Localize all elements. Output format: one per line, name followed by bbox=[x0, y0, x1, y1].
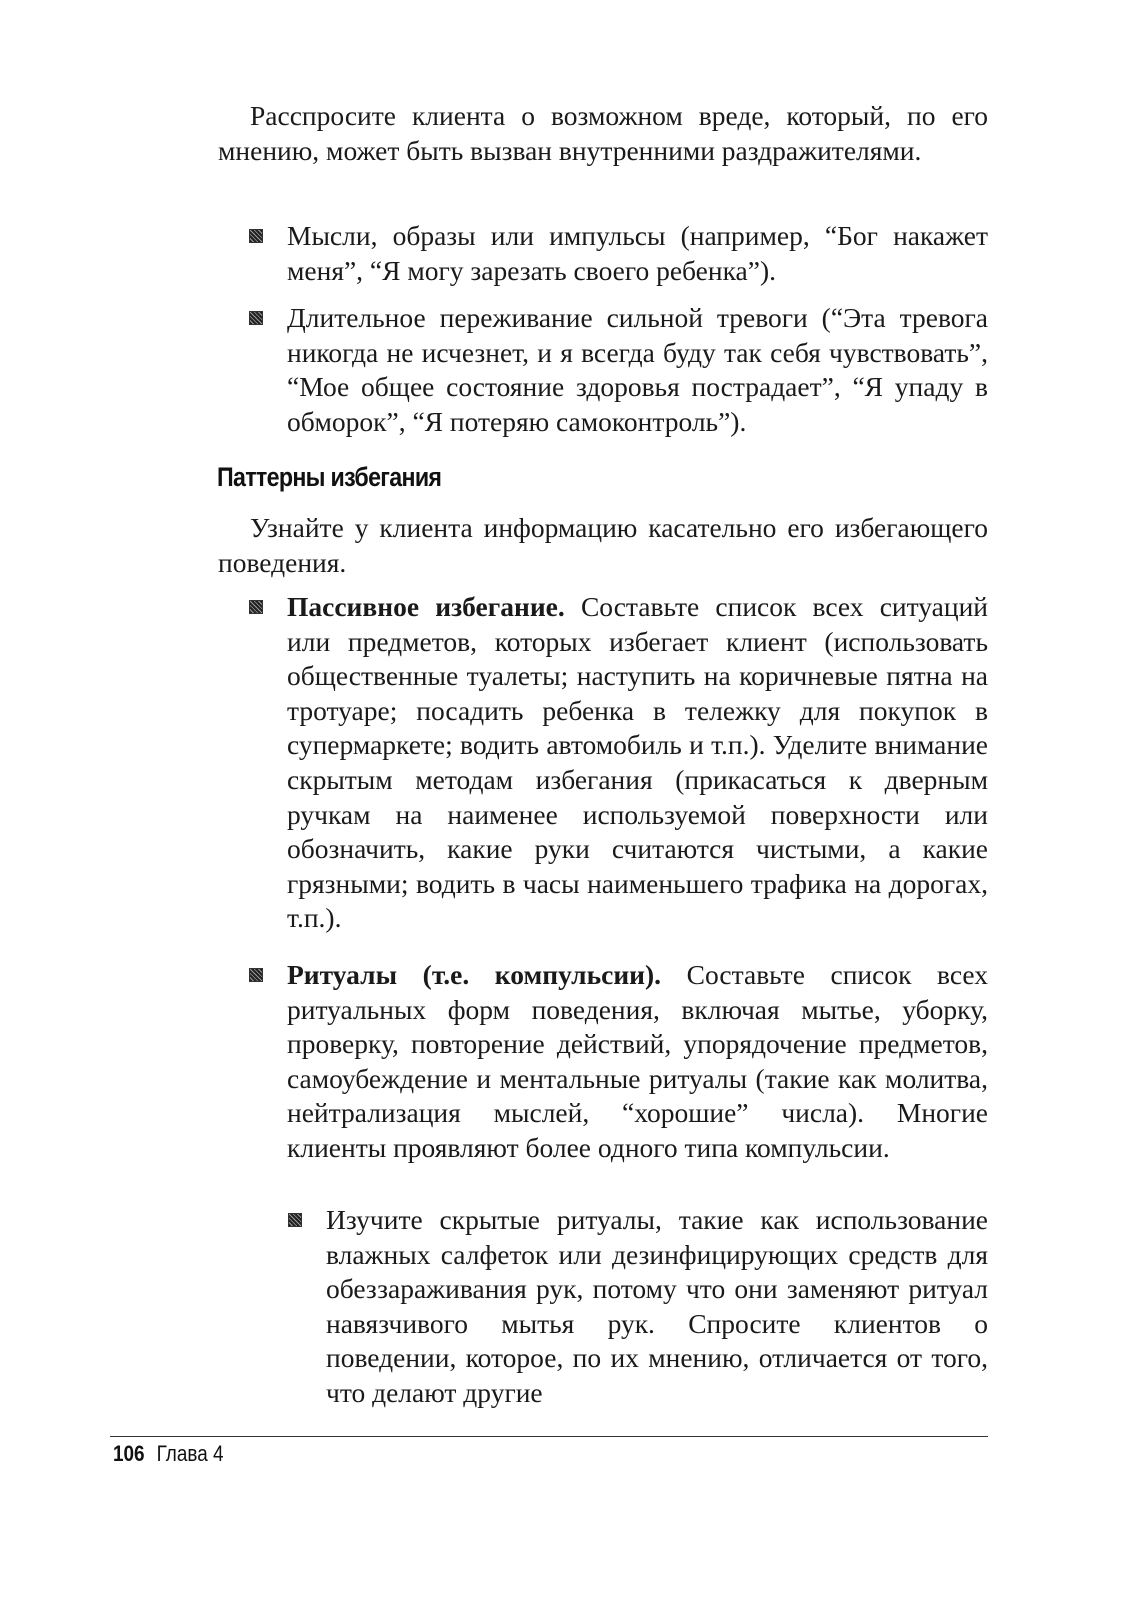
list-item bbox=[326, 1203, 988, 1411]
list-item bbox=[287, 590, 988, 936]
intro-paragraph: Расспросите клиента о возможном вреде, который, по его мнению, может быть вызван внутренними раздражителями. bbox=[218, 100, 988, 166]
page-number: 106 bbox=[113, 1441, 145, 1466]
list-item-term: Ритуалы (т.е. компульсии). bbox=[287, 958, 662, 990]
square-bullet-icon bbox=[288, 1213, 302, 1227]
avoidance-intro-paragraph: Узнайте у клиента информацию касательно его избегающего поведения. bbox=[218, 512, 988, 578]
page-footer bbox=[113, 1441, 224, 1467]
list-item-text: Длительное переживание сильной тревоги (“Эта тревога никогда не исчезнет, и я всегда буду так себя чувствовать”, “Мое общее состояние здоровья пострадает”, “Я упаду в обморок”, “Я потеряю самоконтроль”). bbox=[287, 302, 988, 437]
list-item-text: Изучите скрытые ритуалы, такие как использование влажных салфеток или дезинфицирующих средств для обеззараживания рук, потому что они заменяют ритуал навязчивого мытья рук. Спросите клиентов о поведении, которое, по их мнению, отличается от того, что делают другие bbox=[326, 1204, 988, 1408]
list-item bbox=[287, 301, 988, 439]
square-bullet-icon bbox=[249, 968, 263, 982]
chapter-label: Глава 4 bbox=[156, 1441, 224, 1466]
list-item-term: Пассивное избегание. bbox=[287, 591, 565, 622]
internal-harms-list bbox=[287, 219, 988, 453]
list-item-text: Составьте список всех ритуальных форм поведения, включая мытье, уборку, проверку, повторение действий, упорядочение предметов, самоубеждение и ментальные ритуалы (такие как молитва, нейтрализация мыслей, “хорошие” числа). Многие клиенты проявляют более одного типа компульсии. bbox=[287, 958, 988, 1163]
list-item bbox=[287, 219, 988, 288]
list-item-text: Составьте список всех ситуаций или предметов, которых избегает клиент (использовать общественные туалеты; наступить на коричневые пятна на тротуаре; посадить ребенка в тележку для покупок в супермаркете; водить автомобиль и т.п.). Уделите внимание скрытым методам избегания (прикасаться к дверным ручкам на наименее используемой поверхности или обозначить, какие руки считаются чистыми, а какие грязными; водить в часы наименьшего трафика на дорогах, т.п.). bbox=[287, 591, 989, 934]
square-bullet-icon bbox=[249, 229, 263, 243]
list-item-text: Мысли, образы или импульсы (например, “Бог накажет меня”, “Я могу зарезать своего ребенка”). bbox=[287, 220, 988, 286]
section-heading: Паттерны избегания bbox=[217, 462, 442, 492]
avoidance-list bbox=[287, 590, 988, 1188]
square-bullet-icon bbox=[249, 311, 263, 325]
ritual-sublist bbox=[326, 1203, 988, 1411]
footer-divider bbox=[110, 1436, 988, 1437]
square-bullet-icon bbox=[249, 600, 263, 614]
list-item bbox=[287, 958, 988, 1166]
